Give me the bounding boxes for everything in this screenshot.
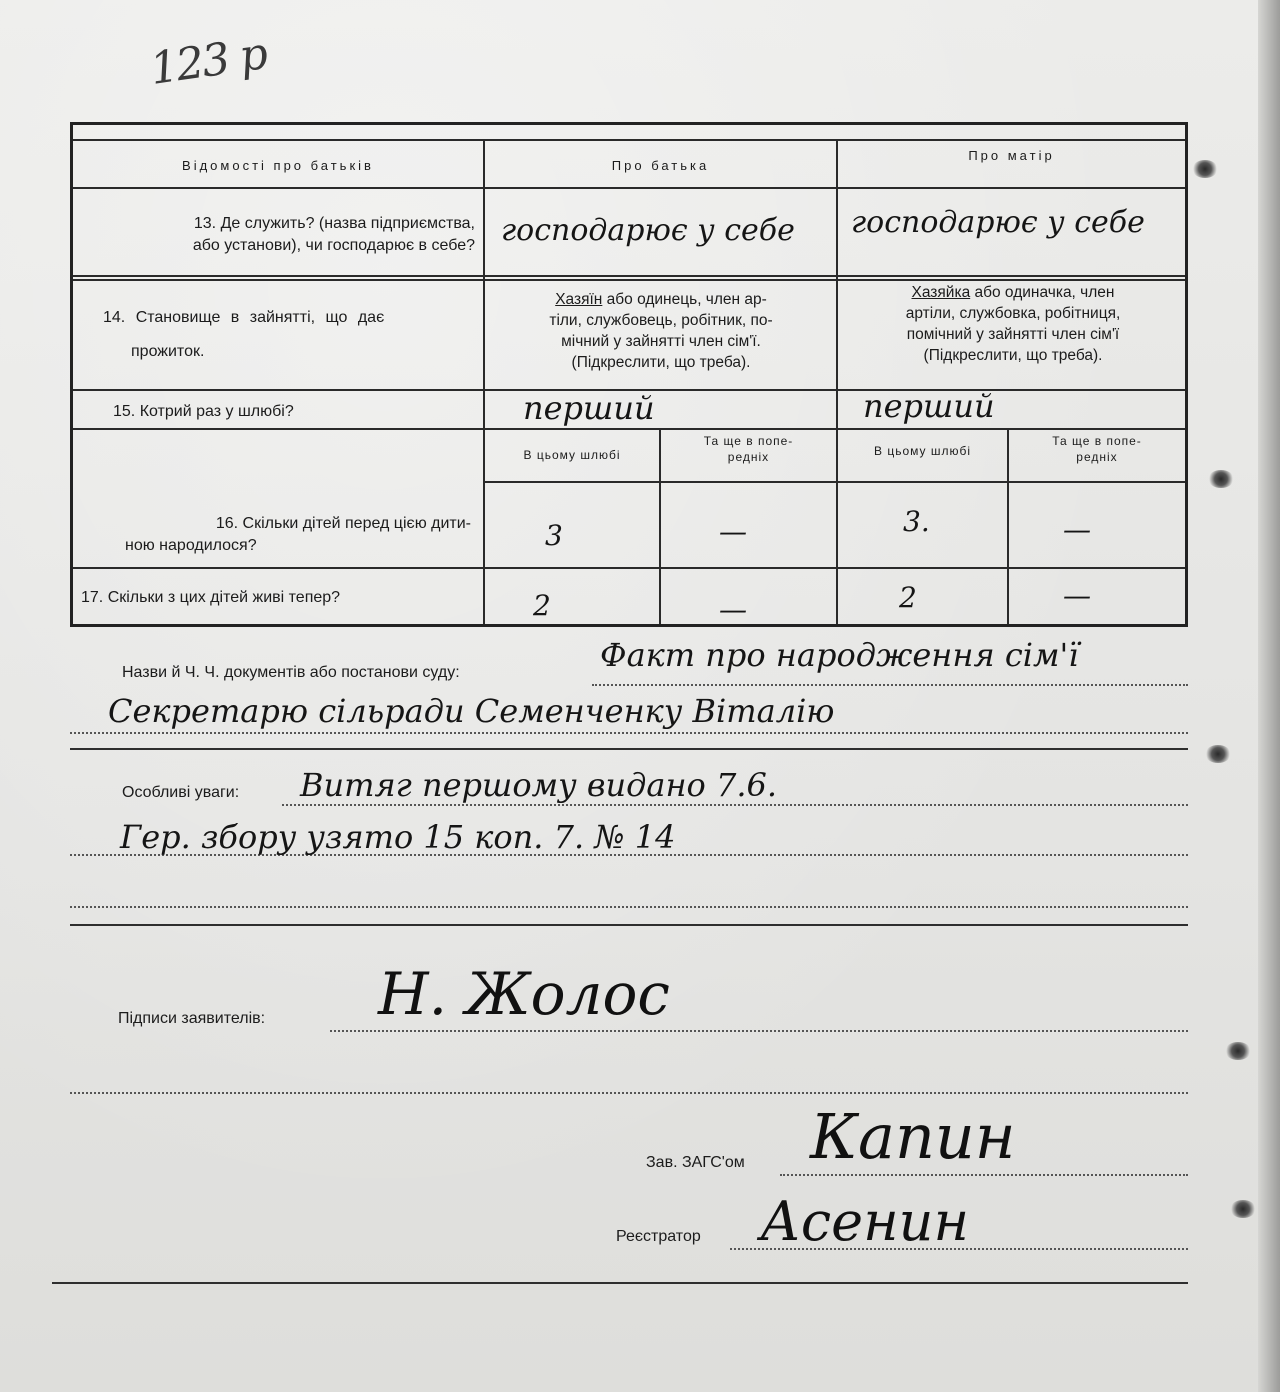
binding-hole bbox=[1192, 160, 1218, 178]
q14-mother-options bbox=[845, 282, 1181, 366]
notes-label: Особливі уваги: bbox=[122, 784, 240, 801]
notes-handwriting-line2: Гер. збору узято 15 коп. 7. № 14 bbox=[120, 818, 676, 856]
binding-hole bbox=[1208, 470, 1234, 488]
option-text: мічний у зайнятті член сім'ї. bbox=[561, 333, 761, 350]
q15-label: 15. Котрий раз у шлюбі? bbox=[113, 403, 294, 420]
q14-label bbox=[103, 307, 473, 363]
section-rule bbox=[70, 924, 1188, 926]
q17-label: 17. Скільки з цих дітей живі тепер? bbox=[81, 589, 341, 606]
fill-line bbox=[70, 1092, 1188, 1094]
fill-line bbox=[592, 684, 1188, 686]
fill-line bbox=[282, 804, 1188, 806]
table-rule bbox=[73, 275, 1185, 277]
bottom-rule bbox=[52, 1282, 1188, 1284]
q13-label bbox=[93, 213, 483, 257]
page-edge bbox=[1258, 0, 1280, 1392]
documents-handwriting-line2: Секретарю сільради Семенченку Віталію bbox=[108, 692, 835, 730]
subheader-line: Та ще в попе- bbox=[1052, 434, 1142, 448]
q17-father-this: 2 bbox=[533, 589, 551, 622]
q14-label-line: 14. Становище в зайнятті, що дає bbox=[103, 309, 385, 326]
option-text: тіли, службовець, робітник, по- bbox=[549, 312, 773, 329]
option-text: або одинець, член ар- bbox=[602, 291, 767, 308]
binding-hole bbox=[1230, 1200, 1256, 1218]
subheader-line: Та ще в попе- bbox=[703, 434, 794, 448]
notes-handwriting-line1: Витяг першому видано 7.6. bbox=[300, 766, 778, 804]
q14-label-line: прожиток. bbox=[131, 343, 205, 360]
head-signature: Капин bbox=[810, 1100, 1016, 1173]
corner-note: 123 р bbox=[147, 28, 270, 95]
q16-mother-this: 3. bbox=[903, 505, 930, 538]
registrar-signature: Асенин bbox=[760, 1190, 970, 1253]
option-text: артіли, службовка, робітниця, bbox=[905, 305, 1121, 322]
table-rule bbox=[73, 139, 1185, 141]
documents-handwriting-line1: Факт про народження сім'ї bbox=[600, 636, 1079, 674]
table-rule bbox=[73, 187, 1185, 189]
q13-label-line: 13. Де служить? (назва підприємства, bbox=[193, 215, 475, 232]
q16-father-this: 3 bbox=[545, 519, 563, 552]
q13-label-line: або установи), чи господарює в себе? bbox=[192, 237, 475, 254]
applicant-signature: Н. Жолос bbox=[378, 960, 670, 1028]
table-divider bbox=[836, 139, 838, 624]
q16-father-prev: — bbox=[719, 515, 747, 548]
section-rule bbox=[70, 748, 1188, 750]
binding-hole bbox=[1205, 745, 1231, 763]
applicants-label: Підписи заявителів: bbox=[118, 1010, 266, 1027]
documents-label: Назви й Ч. Ч. документів або постанови суду: bbox=[122, 664, 460, 681]
q15-father-answer: перший bbox=[523, 389, 655, 427]
subheader-this-marriage-mother: В цьому шлюбі bbox=[873, 444, 972, 458]
q14-father-options bbox=[493, 289, 829, 373]
q17-mother-prev: — bbox=[1063, 579, 1091, 612]
parents-info-table bbox=[70, 122, 1188, 627]
fill-line bbox=[780, 1174, 1188, 1176]
fill-line bbox=[330, 1030, 1188, 1032]
selected-option-underlined: Хазяйка bbox=[911, 284, 971, 301]
q16-label-line: ною народилося? bbox=[125, 537, 257, 554]
fill-line bbox=[70, 906, 1188, 908]
table-rule bbox=[483, 481, 1185, 483]
option-text: (Підкреслити, що треба). bbox=[923, 347, 1103, 364]
q16-label bbox=[93, 513, 483, 557]
subheader-line: редніх bbox=[727, 450, 770, 464]
q13-mother-answer: господарює у себе bbox=[851, 205, 1145, 240]
table-rule bbox=[73, 428, 1185, 430]
binding-hole bbox=[1225, 1042, 1251, 1060]
subheader-previous-father bbox=[661, 433, 836, 465]
selected-option-underlined: Хазяїн bbox=[555, 291, 603, 308]
option-text: (Підкреслити, що треба). bbox=[571, 354, 751, 371]
header-father: Про батька bbox=[611, 158, 710, 173]
q13-father-answer: господарює у себе bbox=[501, 213, 795, 248]
q17-father-prev: — bbox=[719, 593, 747, 626]
option-text: або одиначка, член bbox=[970, 284, 1115, 301]
subheader-previous-mother bbox=[1009, 433, 1185, 465]
q17-mother-this: 2 bbox=[899, 581, 917, 614]
q16-label-line: 16. Скільки дітей перед цією дити- bbox=[215, 515, 471, 532]
subheader-line: редніх bbox=[1076, 450, 1118, 464]
q16-mother-prev: — bbox=[1063, 513, 1091, 546]
header-info: Відомості про батьків bbox=[182, 158, 374, 173]
registrar-label: Реєстратор bbox=[616, 1228, 701, 1245]
fill-line bbox=[70, 732, 1188, 734]
head-label: Зав. ЗАГС'ом bbox=[646, 1154, 745, 1171]
header-mother: Про матір bbox=[968, 148, 1055, 163]
table-rule bbox=[73, 279, 1185, 281]
table-divider bbox=[483, 139, 485, 624]
q15-mother-answer: перший bbox=[863, 387, 995, 425]
option-text: помічний у зайнятті член сім'ї bbox=[906, 326, 1120, 343]
table-rule bbox=[73, 567, 1185, 569]
subheader-this-marriage-father: В цьому шлюбі bbox=[523, 448, 621, 462]
